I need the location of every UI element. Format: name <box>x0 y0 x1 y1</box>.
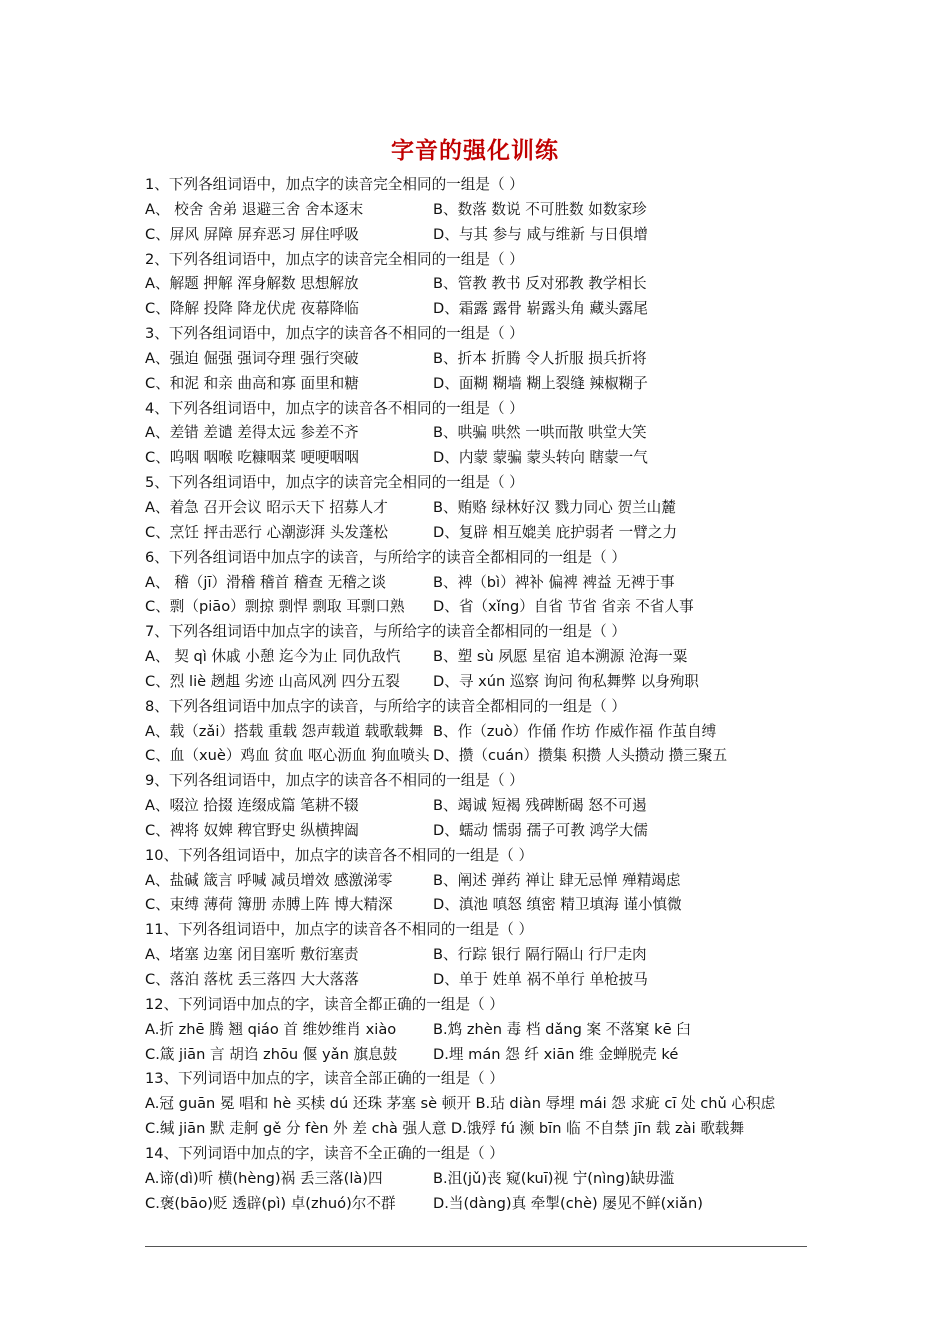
question-stem <box>145 844 825 869</box>
question-text: 8、下列各组词语中加点字的读音，与所给字的读音全都相同的一组是（ ） <box>145 697 626 715</box>
option-right: D.埋 mán 怨 纤 xiān 维 金蝉脱壳 ké <box>433 1045 679 1063</box>
option-right: D、霜露 露骨 崭露头角 藏头露尾 <box>433 300 648 318</box>
option-right: D、与其 参与 咸与维新 与日俱增 <box>433 225 648 243</box>
option-right: B.鸩 zhèn 毒 档 dǎng 案 不落窠 kē 臼 <box>433 1020 691 1038</box>
option-row <box>145 595 825 620</box>
option-row <box>145 744 825 769</box>
option-row <box>145 1092 825 1117</box>
question-text: 11、下列各组词语中，加点字的读音各不相同的一组是（ ） <box>145 921 534 939</box>
question-stem <box>145 173 825 198</box>
question-stem <box>145 1142 825 1167</box>
option-left: C、降解 投降 降龙伏虎 夜幕降临 <box>145 300 359 318</box>
option-left: A、差错 差谴 差得太远 参差不齐 <box>145 424 359 442</box>
option-left: A、解题 押解 浑身解数 思想解放 <box>145 275 359 293</box>
option-row <box>145 1192 825 1217</box>
option-right: D、蠕动 懦弱 孺子可教 鸿学大儒 <box>433 821 648 839</box>
option-left: A、 契 qì 休戚 小憩 迄今为止 同仇敌忾 <box>145 648 401 666</box>
option-row <box>145 794 825 819</box>
question-text: 13、下列词语中加点的字，读音全部正确的一组是（ ） <box>145 1070 504 1088</box>
option-right: B、数落 数说 不可胜数 如数家珍 <box>433 200 647 218</box>
option-right: D、省（xǐng）自省 节省 省亲 不省人事 <box>433 598 694 616</box>
option-right: B.沮(jǔ)丧 窥(kuī)视 宁(nìng)缺毋滥 <box>433 1169 675 1187</box>
option-left: C、裨将 奴婢 稗官野史 纵横捭阖 <box>145 821 359 839</box>
option-left: C、烈 liè 趔趄 劣迹 山高风冽 四分五裂 <box>145 672 400 690</box>
option-left: C、和泥 和亲 曲高和寡 面里和糖 <box>145 374 359 392</box>
option-left: C.箴 jiān 言 胡诌 zhōu 偃 yǎn 旗息鼓 <box>145 1045 398 1063</box>
option-right: D.当(dàng)真 牵掣(chè) 屡见不鲜(xiǎn) <box>433 1194 703 1212</box>
option-left: A、 校舍 舍弟 退避三舍 舍本逐末 <box>145 200 364 218</box>
question-text: 2、下列各组词语中，加点字的读音完全相同的一组是（ ） <box>145 250 524 268</box>
option-right: B、竭诚 短褐 残碑断碣 怒不可遏 <box>433 797 647 815</box>
option-right: D、寻 xún 巡察 询问 徇私舞弊 以身殉职 <box>433 672 699 690</box>
option-left: C、剽（piāo）剽掠 剽悍 剽取 耳剽口熟 <box>145 598 405 616</box>
option-right: D、单于 姓单 祸不单行 单枪披马 <box>433 971 648 988</box>
question-text: 1、下列各组词语中，加点字的读音完全相同的一组是（ ） <box>145 176 524 193</box>
option-row <box>145 645 825 670</box>
question-text: 14、下列词语中加点的字，读音不全正确的一组是（ ） <box>145 1144 504 1162</box>
question-text: 6、下列各组词语中加点字的读音，与所给字的读音全都相同的一组是（ ） <box>145 548 626 566</box>
question-stem <box>145 248 825 273</box>
question-text: 12、下列词语中加点的字，读音全都正确的一组是（ ） <box>145 995 504 1013</box>
option-right: D、攒（cuán）攒集 积攒 人头攒动 攒三聚五 <box>433 747 728 765</box>
option-row <box>145 198 825 223</box>
option-row <box>145 446 825 471</box>
option-right: B、阐述 弹药 禅让 肆无忌惮 殚精竭虑 <box>433 871 681 889</box>
option-row <box>145 720 825 745</box>
option-right: B、作（zuò）作俑 作坊 作威作福 作茧自缚 <box>433 722 717 740</box>
option-row <box>145 496 825 521</box>
question-text: 7、下列各组词语中加点字的读音，与所给字的读音全都相同的一组是（ ） <box>145 623 626 641</box>
option-right: B、哄骗 哄然 一哄而散 哄堂大笑 <box>433 424 647 442</box>
option-left: C、束缚 薄荷 簿册 赤膊上阵 博大精深 <box>145 896 393 914</box>
option-right: D、内蒙 蒙骗 蒙头转向 瞎蒙一气 <box>433 449 648 467</box>
option-row <box>145 571 825 596</box>
option-left: C、呜咽 咽喉 吃糠咽菜 哽哽咽咽 <box>145 449 359 467</box>
question-stem <box>145 620 825 645</box>
option-left: A.谛(dì)听 横(hèng)祸 丢三落(là)四 <box>145 1169 383 1187</box>
option-row <box>145 943 825 968</box>
question-stem <box>145 769 825 794</box>
option-row <box>145 372 825 397</box>
option-text: A.冠 guān 冕 唱和 hè 买椟 dú 还珠 茅塞 sè 顿开 B.玷 diàn 辱埋 mái 怨 求疵 cī 处 chǔ 心积虑 <box>145 1095 776 1113</box>
option-left: A、盐碱 箴言 呼喊 减员增效 感激涕零 <box>145 871 393 889</box>
question-stem <box>145 1067 825 1092</box>
footer-divider <box>145 1246 807 1247</box>
option-left: A、强迫 倔强 强词夺理 强行突破 <box>145 349 359 367</box>
option-left: C.褒(bāo)贬 透辟(pì) 卓(zhuó)尔不群 <box>145 1194 396 1212</box>
option-right: B、折本 折腾 令人折服 损兵折将 <box>433 349 647 367</box>
question-text: 3、下列各组词语中，加点字的读音各不相同的一组是（ ） <box>145 325 524 343</box>
option-row <box>145 968 825 993</box>
option-left: A.折 zhē 腾 翘 qiáo 首 维妙维肖 xiào <box>145 1020 397 1038</box>
option-row <box>145 1043 825 1068</box>
option-row <box>145 670 825 695</box>
page-title: 字音的强化训练 <box>391 138 559 164</box>
question-stem <box>145 993 825 1018</box>
option-row <box>145 1167 825 1192</box>
option-row <box>145 347 825 372</box>
option-left: C、落泊 落枕 丢三落四 大大落落 <box>145 971 359 988</box>
option-text: C.缄 jiān 默 走舸 gě 分 fèn 外 差 chà 强人意 D.饿殍 fú 濒 bīn 临 不自禁 jīn 载 zài 歌载舞 <box>145 1120 745 1138</box>
question-stem <box>145 918 825 943</box>
option-row <box>145 421 825 446</box>
question-text: 10、下列各组词语中，加点字的读音各不相同的一组是（ ） <box>145 846 534 864</box>
question-text: 9、下列各组词语中，加点字的读音各不相同的一组是（ ） <box>145 772 524 790</box>
option-left: C、血（xuè）鸡血 贫血 呕心沥血 狗血喷头 <box>145 747 430 765</box>
option-row <box>145 893 825 918</box>
option-left: C、烹饪 抨击恶行 心潮澎湃 头发蓬松 <box>145 523 389 541</box>
option-left: A、啜泣 拾掇 连缀成篇 笔耕不辍 <box>145 797 359 815</box>
option-row <box>145 223 825 248</box>
option-row <box>145 297 825 322</box>
option-right: B、管教 教书 反对邪教 教学相长 <box>433 275 647 293</box>
question-text: 4、下列各组词语中，加点字的读音各不相同的一组是（ ） <box>145 399 524 417</box>
option-left: A、载（zǎi）搭载 重载 怨声载道 载歌载舞 <box>145 722 424 740</box>
question-stem <box>145 546 825 571</box>
option-left: A、 稽（jī）滑稽 稽首 稽查 无稽之谈 <box>145 573 386 591</box>
option-row <box>145 521 825 546</box>
option-left: A、堵塞 边塞 闭目塞听 敷衍塞责 <box>145 946 359 964</box>
option-right: B、贿赂 绿林好汉 戮力同心 贺兰山麓 <box>433 498 676 516</box>
question-stem <box>145 695 825 720</box>
option-left: C、屏风 屏障 屏弃恶习 屏住呼吸 <box>145 225 359 243</box>
question-list <box>145 173 825 1216</box>
question-stem <box>145 397 825 422</box>
option-right: D、滇池 嗔怒 缜密 精卫填海 谨小慎微 <box>433 896 682 914</box>
option-row <box>145 819 825 844</box>
option-right: B、裨（bì）裨补 偏裨 裨益 无裨于事 <box>433 573 675 591</box>
option-right: D、复辟 相互媲美 庇护弱者 一臂之力 <box>433 523 678 541</box>
option-right: B、塑 sù 夙愿 星宿 追本溯源 沧海一粟 <box>433 648 688 666</box>
option-left: A、着急 召开会议 昭示天下 招募人才 <box>145 498 388 516</box>
option-row <box>145 1117 825 1142</box>
option-right: D、面糊 糊墙 糊上裂缝 辣椒糊子 <box>433 374 648 392</box>
option-row <box>145 1018 825 1043</box>
option-row <box>145 272 825 297</box>
option-right: B、行踪 银行 隔行隔山 行尸走肉 <box>433 946 647 964</box>
question-text: 5、下列各组词语中，加点字的读音完全相同的一组是（ ） <box>145 474 524 492</box>
option-row <box>145 869 825 894</box>
question-stem <box>145 471 825 496</box>
question-stem <box>145 322 825 347</box>
